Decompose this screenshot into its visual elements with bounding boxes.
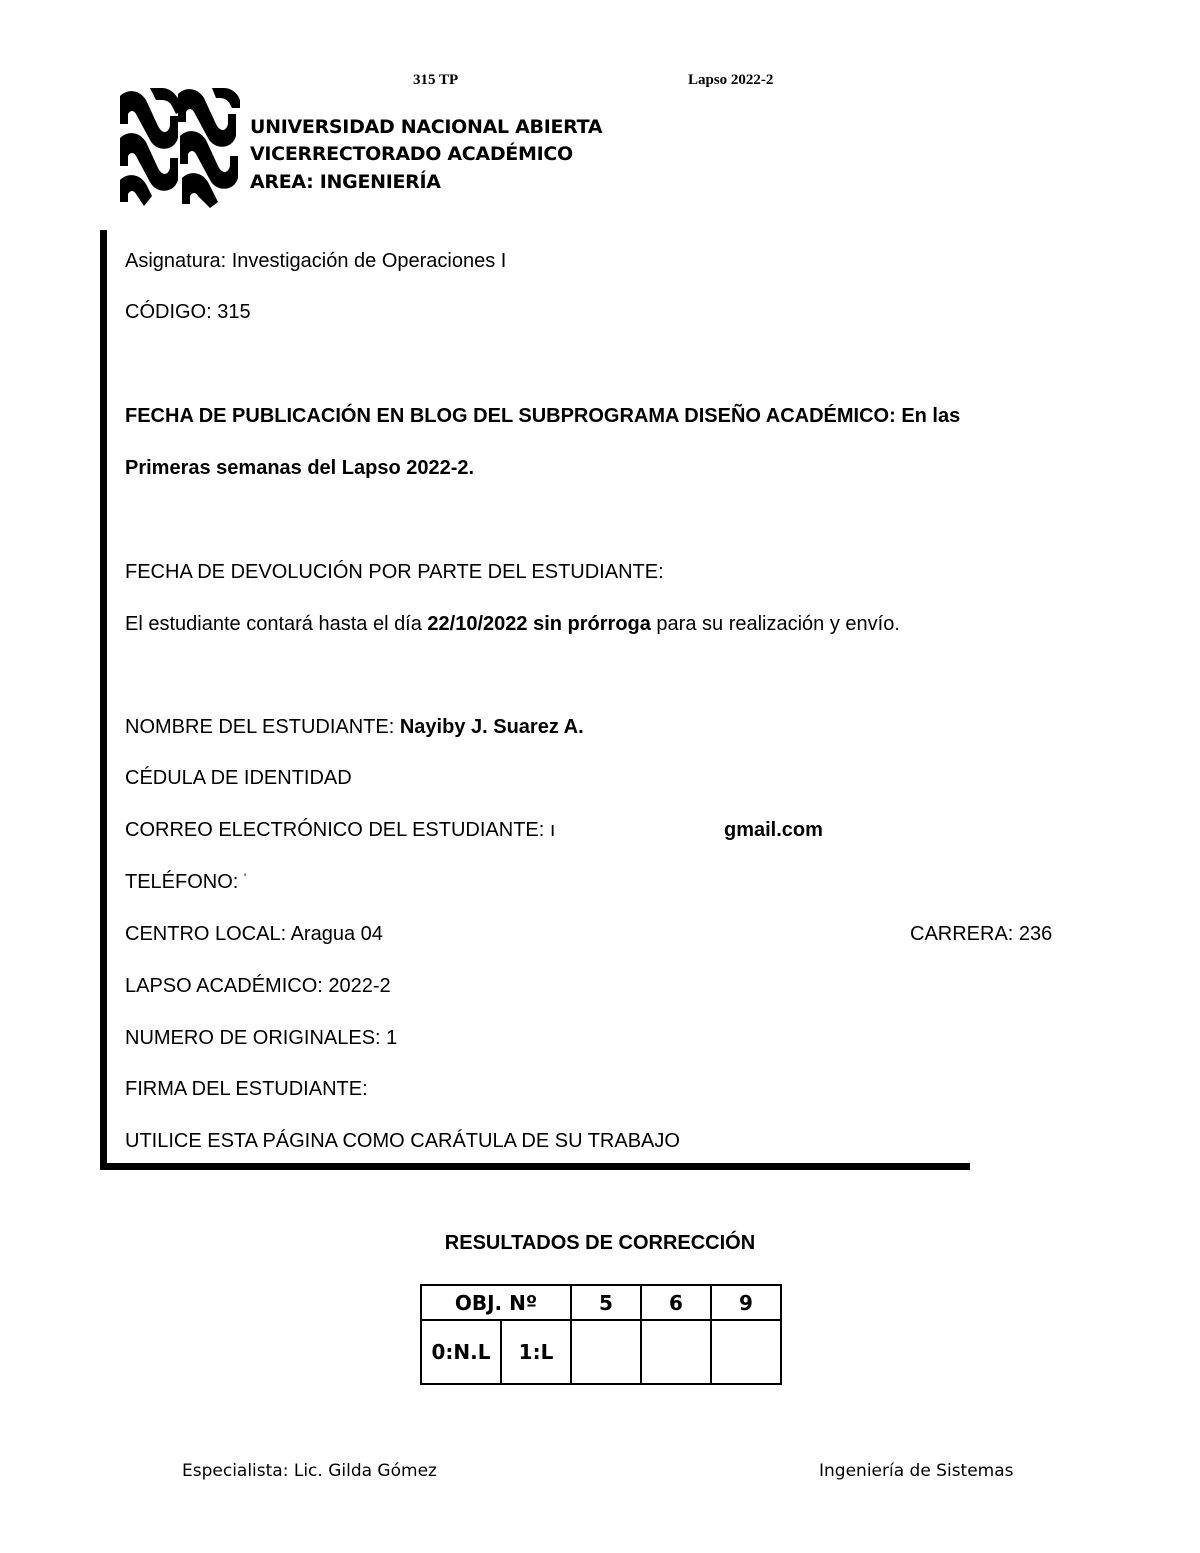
- form-frame-bottom-border: [100, 1163, 970, 1170]
- score-cell: [711, 1320, 781, 1384]
- devolucion-pre: El estudiante contará hasta el día: [125, 613, 428, 635]
- legend-no-logrado-cell: 0:N.L: [421, 1320, 501, 1384]
- devolucion-line: [125, 613, 900, 636]
- results-table: [420, 1284, 782, 1385]
- results-header-row: [421, 1285, 781, 1320]
- asignatura-line: Asignatura: Investigación de Operaciones I: [125, 250, 507, 272]
- devolucion-post: para su realización y envío.: [650, 613, 900, 635]
- results-score-row: [421, 1320, 781, 1384]
- devolucion-label: FECHA DE DEVOLUCIÓN POR PARTE DEL ESTUDIANTE:: [125, 561, 664, 583]
- centro-local-line: CENTRO LOCAL: Aragua 04: [125, 923, 383, 945]
- results-title: RESULTADOS DE CORRECCIÓN: [444, 1232, 756, 1254]
- firma-line: FIRMA DEL ESTUDIANTE:: [125, 1078, 368, 1100]
- objective-cell: 6: [641, 1285, 711, 1320]
- correo-value: gmail.com: [724, 819, 823, 841]
- nombre-value: Nayiby J. Suarez A.: [399, 716, 584, 738]
- objective-cell: 5: [571, 1285, 641, 1320]
- objective-cell: 9: [711, 1285, 781, 1320]
- header-course-code: 315 TP: [413, 72, 459, 88]
- score-cell: [641, 1320, 711, 1384]
- originales-line: NUMERO DE ORIGINALES: 1: [125, 1027, 398, 1049]
- footer-specialist: Especialista: Lic. Gilda Gómez: [182, 1461, 437, 1481]
- correo-label: CORREO ELECTRÓNICO DEL ESTUDIANTE: ı: [125, 819, 556, 841]
- publicacion-line-2: Primeras semanas del Lapso 2022-2.: [125, 457, 475, 479]
- telefono-line: [125, 871, 246, 894]
- institution-vicerrectorado: VICERRECTORADO ACADÉMICO: [250, 143, 573, 165]
- codigo-line: CÓDIGO: 315: [125, 301, 251, 323]
- footer-program: Ingeniería de Sistemas: [819, 1461, 1014, 1481]
- carrera-line: CARRERA: 236: [910, 923, 1053, 945]
- nombre-label: NOMBRE DEL ESTUDIANTE:: [125, 716, 400, 738]
- lapso-academico-line: LAPSO ACADÉMICO: 2022-2: [125, 975, 391, 997]
- header-lapso: Lapso 2022-2: [688, 72, 774, 88]
- caratula-note: UTILICE ESTA PÁGINA COMO CARÁTULA DE SU TRABAJO: [125, 1130, 680, 1152]
- devolucion-date: 22/10/2022 sin prórroga: [427, 613, 651, 635]
- telefono-label: TELÉFONO:: [125, 871, 244, 893]
- telefono-value: ': [243, 871, 247, 885]
- legend-logrado-cell: 1:L: [501, 1320, 571, 1384]
- score-cell: [571, 1320, 641, 1384]
- una-logo: [118, 86, 242, 210]
- publicacion-line-1: FECHA DE PUBLICACIÓN EN BLOG DEL SUBPROGRAMA DISEÑO ACADÉMICO: En las: [125, 405, 961, 427]
- institution-area: AREA: INGENIERÍA: [250, 171, 441, 193]
- nombre-line: [125, 716, 584, 739]
- cedula-line: CÉDULA DE IDENTIDAD: [125, 767, 352, 789]
- form-frame-left-border: [100, 230, 107, 1170]
- obj-header-cell: OBJ. Nº: [421, 1285, 571, 1320]
- institution-name: UNIVERSIDAD NACIONAL ABIERTA: [250, 116, 603, 138]
